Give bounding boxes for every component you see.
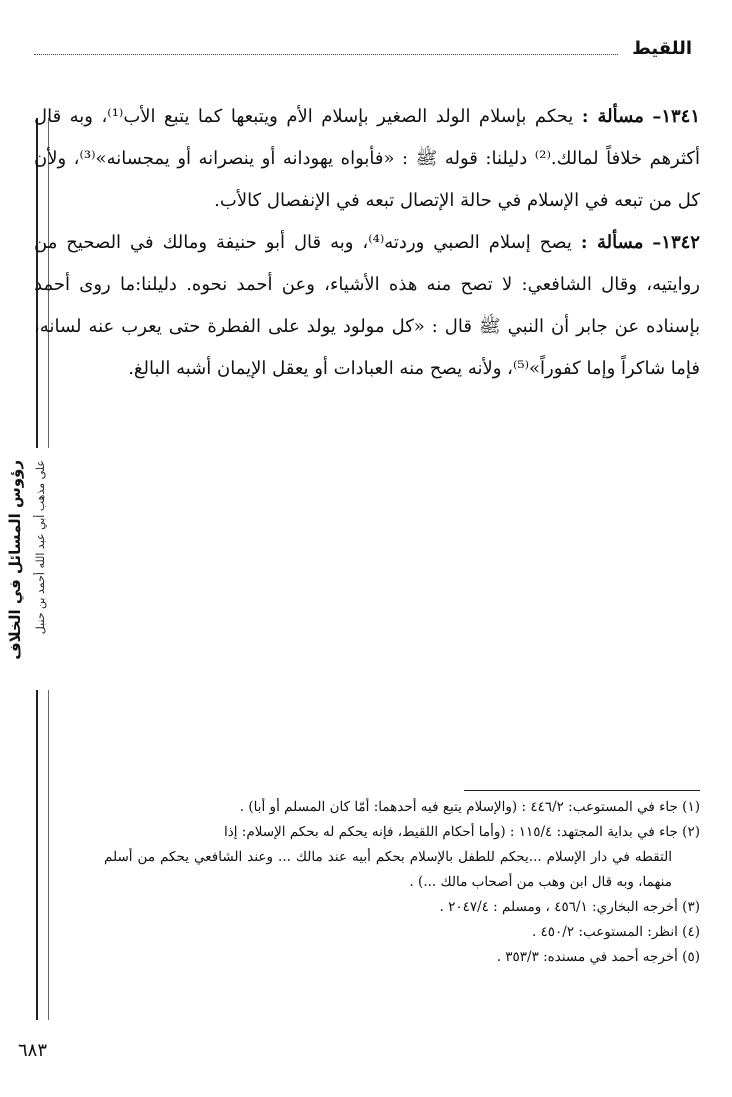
margin-rule-bottom xyxy=(36,690,49,1020)
footnote-1: (١) جاء في المستوعب: ٤٤٦/٢ : (والإسلام يتبع فيه أحدهما: أمّا كان المسلم أو أبا) . xyxy=(239,799,700,815)
page-number: ٦٨٣ xyxy=(18,1040,48,1061)
issue-keyword: مسألة : xyxy=(581,106,644,127)
side-title-sub: على مذهب أبي عبد الله أحمد بن حنبل xyxy=(34,460,47,635)
main-text xyxy=(34,96,700,390)
paragraph-1342 xyxy=(34,222,700,390)
header-dotted-rule xyxy=(34,54,618,55)
footnote-5: (٥) أخرجه أحمد في مسنده: ٣٥٣/٣ . xyxy=(496,949,700,965)
footnote-4: (٤) انظر: المستوعب: ٤٥٠/٢ . xyxy=(531,924,700,940)
issue-number: ١٣٤١– xyxy=(652,106,700,127)
footnote-2: (٢) جاء في بداية المجتهد: ١١٥/٤ : (وأما أحكام اللقيط، فإنه يحكم له بحكم الإسلام: إذا xyxy=(224,824,700,840)
side-book-title xyxy=(4,460,68,680)
running-head: اللقيط xyxy=(632,38,692,59)
issue-text: يحكم بإسلام الولد الصغير بإسلام الأم ويتبعها كما يتبع الأب⁽¹⁾، وبه قال أكثرهم خلافاً لمالك.⁽²⁾ دليلنا: قوله ﷺ : «فأبواه يهودانه أو ينصرانه أو يمجسانه»⁽³⁾، ولأن كل من تبعه في الإسلام في حالة الإتصال تبعه في الإنفصال كالأب. xyxy=(34,106,700,211)
issue-keyword: مسألة : xyxy=(580,232,644,253)
footnotes xyxy=(104,795,700,970)
issue-text: يصح إسلام الصبي وردته⁽⁴⁾، وبه قال أبو حنيفة ومالك في الصحيح من روايتيه، وقال الشافعي: لا تصح منه هذه الأشياء، وعن أحمد نحوه. دليلنا:ما روى أحمد بإسناده عن جابر أن النبي ﷺ قال : «كل مولود يولد على الفطرة حتى يعرب عنه لسانه، فإما شاكراً وإما كفوراً»⁽⁵⁾، ولأنه يصح منه العبادات أو يعقل الإيمان أشبه البالغ. xyxy=(34,232,700,379)
paragraph-1341 xyxy=(34,96,700,222)
issue-number: ١٣٤٢– xyxy=(652,232,700,253)
footnote-2-continuation: التقطه في دار الإسلام ...يحكم للطفل بالإسلام بحكم أبيه عند مالك ... وعند الشافعي يحكم من أسلم منهما، وبه قال ابن وهب من أصحاب مالك ...) . xyxy=(104,849,672,890)
footnote-3: (٣) أخرجه البخاري: ٤٥٦/١ ، ومسلم : ٢٠٤٧/٤ . xyxy=(439,899,700,915)
footnote-separator xyxy=(464,790,700,791)
side-title-main: رؤوس المسائل في الخلاف xyxy=(6,460,24,660)
